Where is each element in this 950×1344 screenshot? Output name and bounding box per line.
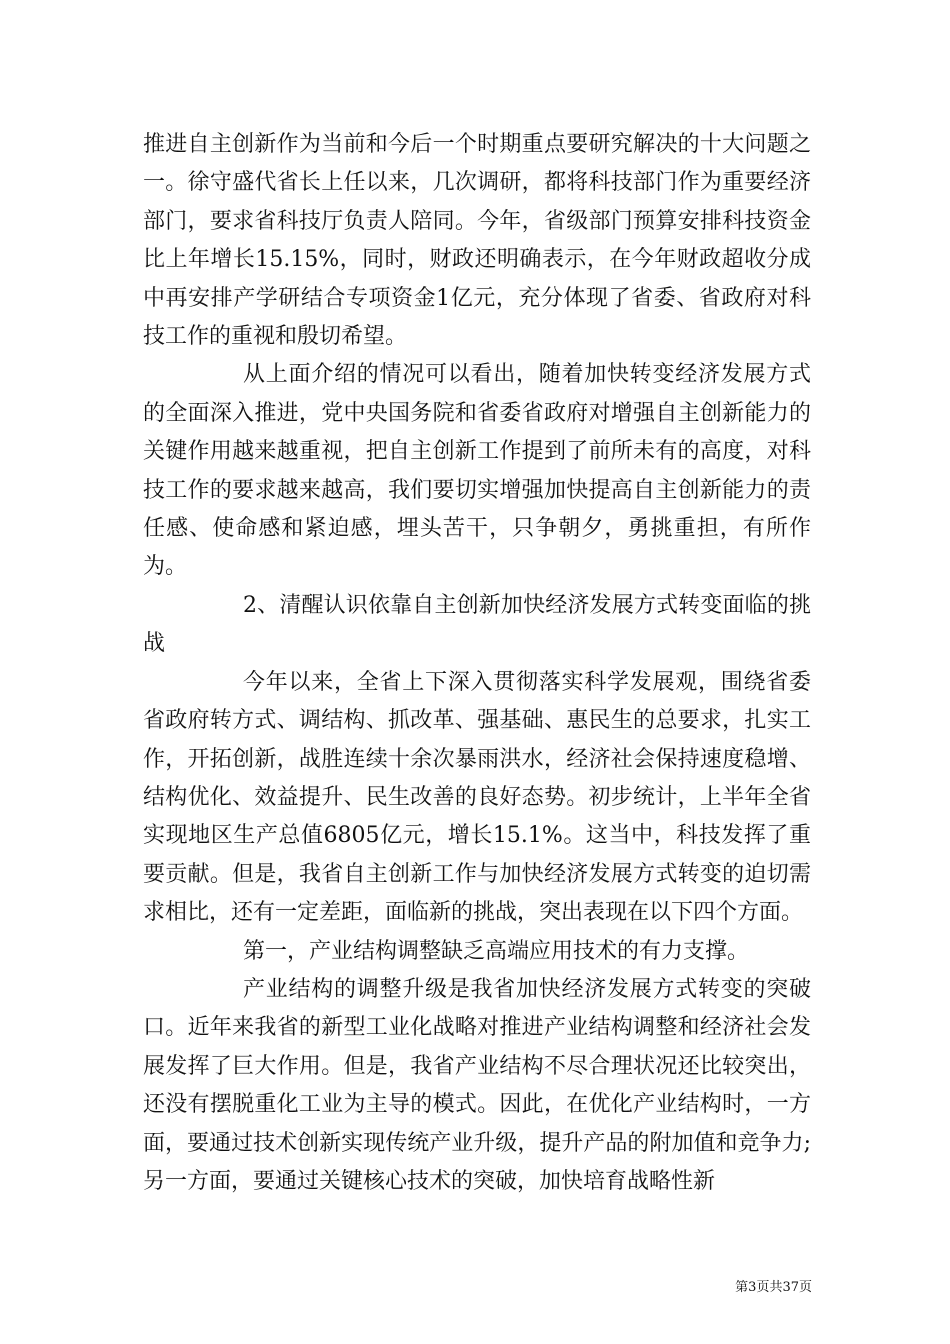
page-number-footer: 第3页共37页 [735,1280,812,1295]
document-body [143,126,811,1201]
subheading-first-point: 第一，产业结构调整缺乏高端应用技术的有力支撑。 [243,938,750,964]
body-paragraph-2: 从上面介绍的情况可以看出，随着加快转变经济发展方式的全面深入推进，党中央国务院和省委省政府对增强自主创新能力的关键作用越来越重视，把自主创新工作提到了前所未有的高度，对科技工作的要求越来越高，我们要切实增强加快提高自主创新能力的责任感、使命感和紧迫感，埋头苦干，只争朝夕，勇挑重担，有所作为。 [143,362,811,580]
body-paragraph-4: 产业结构的调整升级是我省加快经济发展方式转变的突破口。近年来我省的新型工业化战略对推进产业结构调整和经济社会发展发挥了巨大作用。但是，我省产业结构不尽合理状况还比较突出，还没有摆脱重化工业为主导的模式。因此，在优化产业结构时，一方面，要通过技术创新实现传统产业升级，提升产品的附加值和竞争力;另一方面，要通过关键核心技术的突破，加快培育战略性新 [143,976,811,1194]
body-paragraph-3: 今年以来，全省上下深入贯彻落实科学发展观，围绕省委省政府转方式、调结构、抓改革、强基础、惠民生的总要求，扎实工作，开拓创新，战胜连续十余次暴雨洪水，经济社会保持速度稳增、结构优化、效益提升、民生改善的良好态势。初步统计，上半年全省实现地区生产总值6805亿元，增长15.1%。这当中，科技发挥了重要贡献。但是，我省自主创新工作与加快经济发展方式转变的迫切需求相比，还有一定差距，面临新的挑战，突出表现在以下四个方面。 [143,669,811,926]
section-heading: 2、清醒认识依靠自主创新加快经济发展方式转变面临的挑战 [143,592,811,657]
body-paragraph-1: 推进自主创新作为当前和今后一个时期重点要研究解决的十大问题之一。徐守盛代省长上任以来，几次调研，都将科技部门作为重要经济部门，要求省科技厅负责人陪同。今年，省级部门预算安排科技资金比上年增长15.15%，同时，财政还明确表示，在今年财政超收分成中再安排产学研结合专项资金1亿元，充分体现了省委、省政府对科技工作的重视和殷切希望。 [143,132,811,350]
